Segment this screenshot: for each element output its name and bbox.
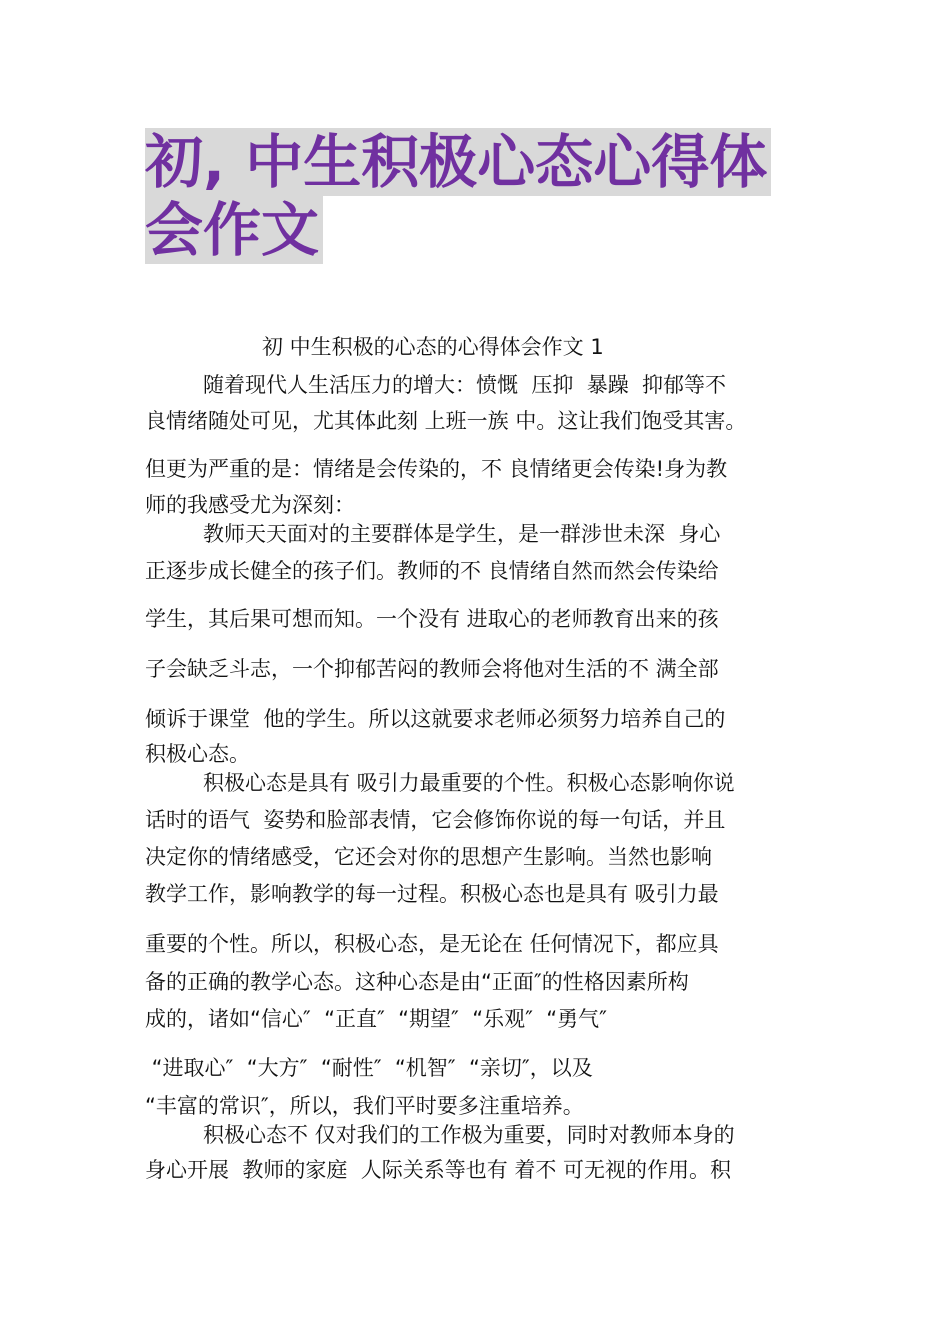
paragraph-line: 话时的语气 姿势和脸部表情，它会修饰你说的每一句话，并且 (145, 808, 726, 832)
paragraph-line: 但更为严重的是：情绪是会传染的，不 良情绪更会传染!身为教 (145, 457, 728, 481)
paragraph-line: 正逐步成长健全的孩子们。教师的不 良情绪自然而然会传染给 (145, 559, 719, 583)
paragraph-line: 良情绪随处可见，尤其体此刻 上班一族 中。这让我们饱受其害。 (145, 409, 747, 433)
paragraph-line: 身心开展 教师的家庭 人际关系等也有 着不 可无视的作用。积 (145, 1158, 732, 1182)
paragraph-line: 教师天天面对的主要群体是学生，是一群涉世未深 身心 (203, 522, 721, 546)
paragraph-line: “进取心″ “大方″ “耐性″ “机智″ “亲切″，以及 (145, 1056, 593, 1080)
document-title (145, 128, 825, 264)
paragraph-line: 备的正确的教学心态。这种心态是由“正面″的性格因素所构 (145, 970, 689, 994)
paragraph-line: 积极心态。 (145, 742, 250, 766)
paragraph-line: 随着现代人生活压力的增大：愤慨 压抑 暴躁 抑郁等不 (203, 373, 727, 397)
paragraph-line: 师的我感受尤为深刻： (145, 493, 355, 517)
paragraph-line: 重要的个性。所以，积极心态，是无论在 任何情况下，都应具 (145, 932, 719, 956)
paragraph-line: 学生，其后果可想而知。一个没有 进取心的老师教育出来的孩 (145, 607, 719, 631)
paragraph-line: 教学工作，影响教学的每一过程。积极心态也是具有 吸引力最 (145, 882, 719, 906)
paragraph-line: 积极心态是具有 吸引力最重要的个性。积极心态影响你说 (203, 771, 735, 795)
title-highlight: 初, 中生积极心态心得体会作文 (145, 128, 771, 264)
section-heading: 初 中生积极的心态的心得体会作文 1 (262, 335, 604, 359)
paragraph-line: 决定你的情绪感受，它还会对你的思想产生影响。当然也影响 (145, 845, 712, 869)
paragraph-line: 成的，诸如“信心″ “正直″ “期望″ “乐观″ “勇气″ (145, 1007, 608, 1031)
paragraph-line: 积极心态不 仅对我们的工作极为重要，同时对教师本身的 (203, 1123, 735, 1147)
paragraph-line: 子会缺乏斗志，一个抑郁苦闷的教师会将他对生活的不 满全部 (145, 657, 719, 681)
paragraph-line: “丰富的常识″，所以，我们平时要多注重培养。 (145, 1094, 584, 1118)
paragraph-line: 倾诉于课堂 他的学生。所以这就要求老师必须努力培养自己的 (145, 707, 726, 731)
